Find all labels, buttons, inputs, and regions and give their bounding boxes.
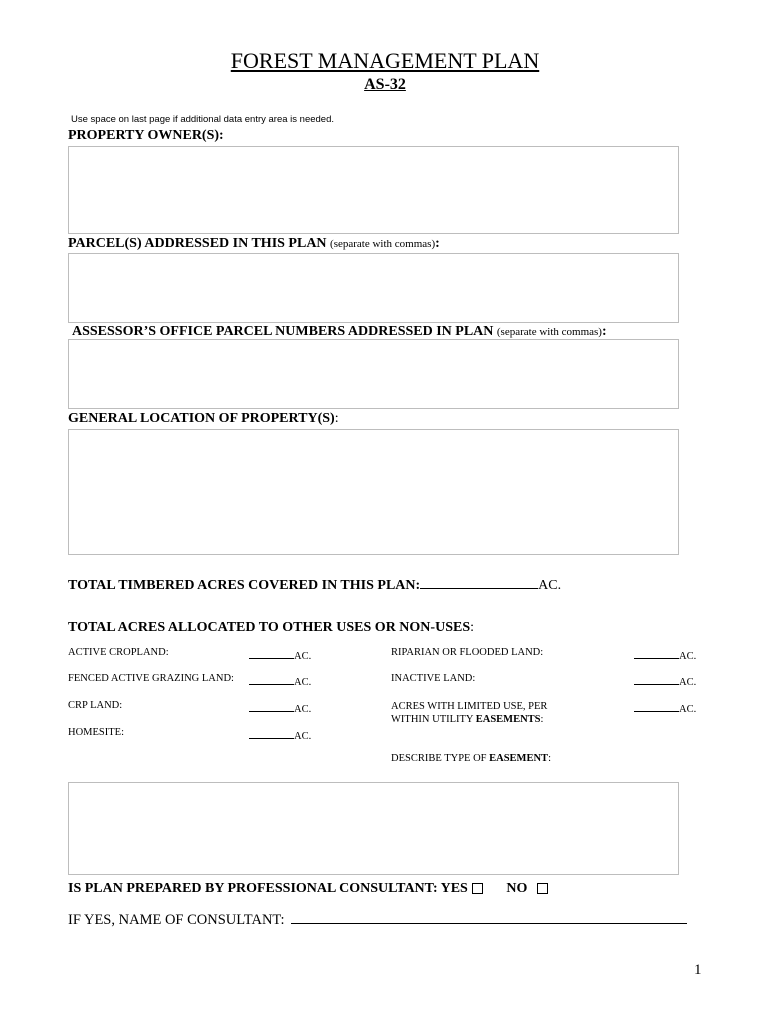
crp-land-input[interactable]	[249, 700, 294, 712]
limited-use-input[interactable]	[634, 700, 679, 712]
active-cropland-entry	[249, 647, 311, 662]
page-number: 1	[694, 962, 702, 978]
riparian-input[interactable]	[634, 647, 679, 659]
consultant-question-row	[68, 881, 548, 897]
crp-land-unit: AC.	[294, 704, 312, 715]
limited-use-easements: EASEMENTS	[475, 714, 541, 725]
easement-type-prefix: DESCRIBE TYPE OF	[391, 753, 490, 764]
grazing-land-label: FENCED ACTIVE GRAZING LAND:	[68, 673, 234, 684]
limited-use-unit: AC.	[679, 704, 697, 715]
property-owners-label: PROPERTY OWNER(S):	[68, 128, 224, 143]
grazing-land-entry	[249, 673, 311, 688]
parcels-label	[68, 236, 440, 252]
limited-use-line2	[391, 713, 547, 726]
form-title: FOREST MANAGEMENT PLAN	[230, 48, 540, 73]
homesite-entry	[249, 727, 311, 742]
assessor-label	[72, 324, 607, 340]
homesite-label: HOMESITE:	[68, 727, 124, 738]
inactive-land-entry	[634, 673, 696, 688]
easement-type-bold: EASEMENT	[489, 753, 549, 764]
riparian-label: RIPARIAN OR FLOODED LAND:	[391, 647, 544, 658]
timbered-acres-label: TOTAL TIMBERED ACRES COVERED IN THIS PLAN:	[68, 578, 421, 593]
grazing-land-input[interactable]	[249, 673, 294, 685]
active-cropland-label: ACTIVE CROPLAND:	[68, 647, 169, 658]
limited-use-entry	[634, 700, 696, 715]
parcels-field[interactable]	[68, 253, 679, 323]
inactive-land-label: INACTIVE LAND:	[391, 673, 476, 684]
consultant-no-label: NO	[506, 881, 528, 896]
consultant-yes-checkbox[interactable]	[472, 883, 483, 894]
timbered-acres-row	[68, 575, 561, 594]
riparian-unit: AC.	[679, 651, 697, 662]
limited-use-label	[391, 700, 547, 726]
inactive-land-unit: AC.	[679, 677, 697, 688]
consultant-question: IS PLAN PREPARED BY PROFESSIONAL CONSULTANT: YES	[68, 881, 468, 896]
timbered-acres-unit: AC.	[538, 578, 562, 593]
location-label-text: GENERAL LOCATION OF PROPERTY(S)	[68, 411, 335, 426]
riparian-entry	[634, 647, 696, 662]
location-colon: :	[334, 411, 339, 426]
form-id: AS-32	[364, 76, 406, 93]
limited-use-line2-suffix: :	[540, 714, 544, 725]
parcels-label-text: PARCEL(S) ADDRESSED IN THIS PLAN	[68, 236, 327, 251]
assessor-label-text: ASSESSOR’S OFFICE PARCEL NUMBERS ADDRESSED IN PLAN	[72, 324, 494, 339]
homesite-unit: AC.	[294, 731, 312, 742]
grazing-land-unit: AC.	[294, 677, 312, 688]
easement-type-label	[391, 753, 551, 764]
active-cropland-unit: AC.	[294, 651, 312, 662]
consultant-no-checkbox[interactable]	[537, 883, 548, 894]
limited-use-line1: ACRES WITH LIMITED USE, PER	[391, 701, 548, 712]
consultant-name-row	[68, 909, 687, 929]
crp-land-entry	[249, 700, 311, 715]
active-cropland-input[interactable]	[249, 647, 294, 659]
property-owners-field[interactable]	[68, 146, 679, 234]
consultant-name-input[interactable]	[291, 909, 687, 924]
assessor-field[interactable]	[68, 339, 679, 409]
other-uses-heading	[68, 620, 474, 636]
inactive-land-input[interactable]	[634, 673, 679, 685]
parcels-hint: (separate with commas)	[330, 238, 436, 250]
other-uses-label: TOTAL ACRES ALLOCATED TO OTHER USES OR NON-USES	[68, 620, 471, 635]
limited-use-line2-prefix: WITHIN UTILITY	[391, 714, 476, 725]
assessor-hint: (separate with commas)	[496, 326, 602, 338]
timbered-acres-input[interactable]	[420, 575, 538, 589]
parcels-colon: :	[435, 236, 440, 251]
location-label	[68, 411, 339, 427]
assessor-colon: :	[601, 324, 607, 339]
homesite-input[interactable]	[249, 727, 294, 739]
easement-description-field[interactable]	[68, 782, 679, 875]
consultant-name-label: IF YES, NAME OF CONSULTANT:	[68, 912, 285, 928]
instruction-note: Use space on last page if additional data entry area is needed.	[71, 114, 335, 125]
other-uses-colon: :	[470, 620, 474, 635]
crp-land-label: CRP LAND:	[68, 700, 123, 711]
easement-type-suffix: :	[548, 753, 551, 764]
location-field[interactable]	[68, 429, 679, 555]
